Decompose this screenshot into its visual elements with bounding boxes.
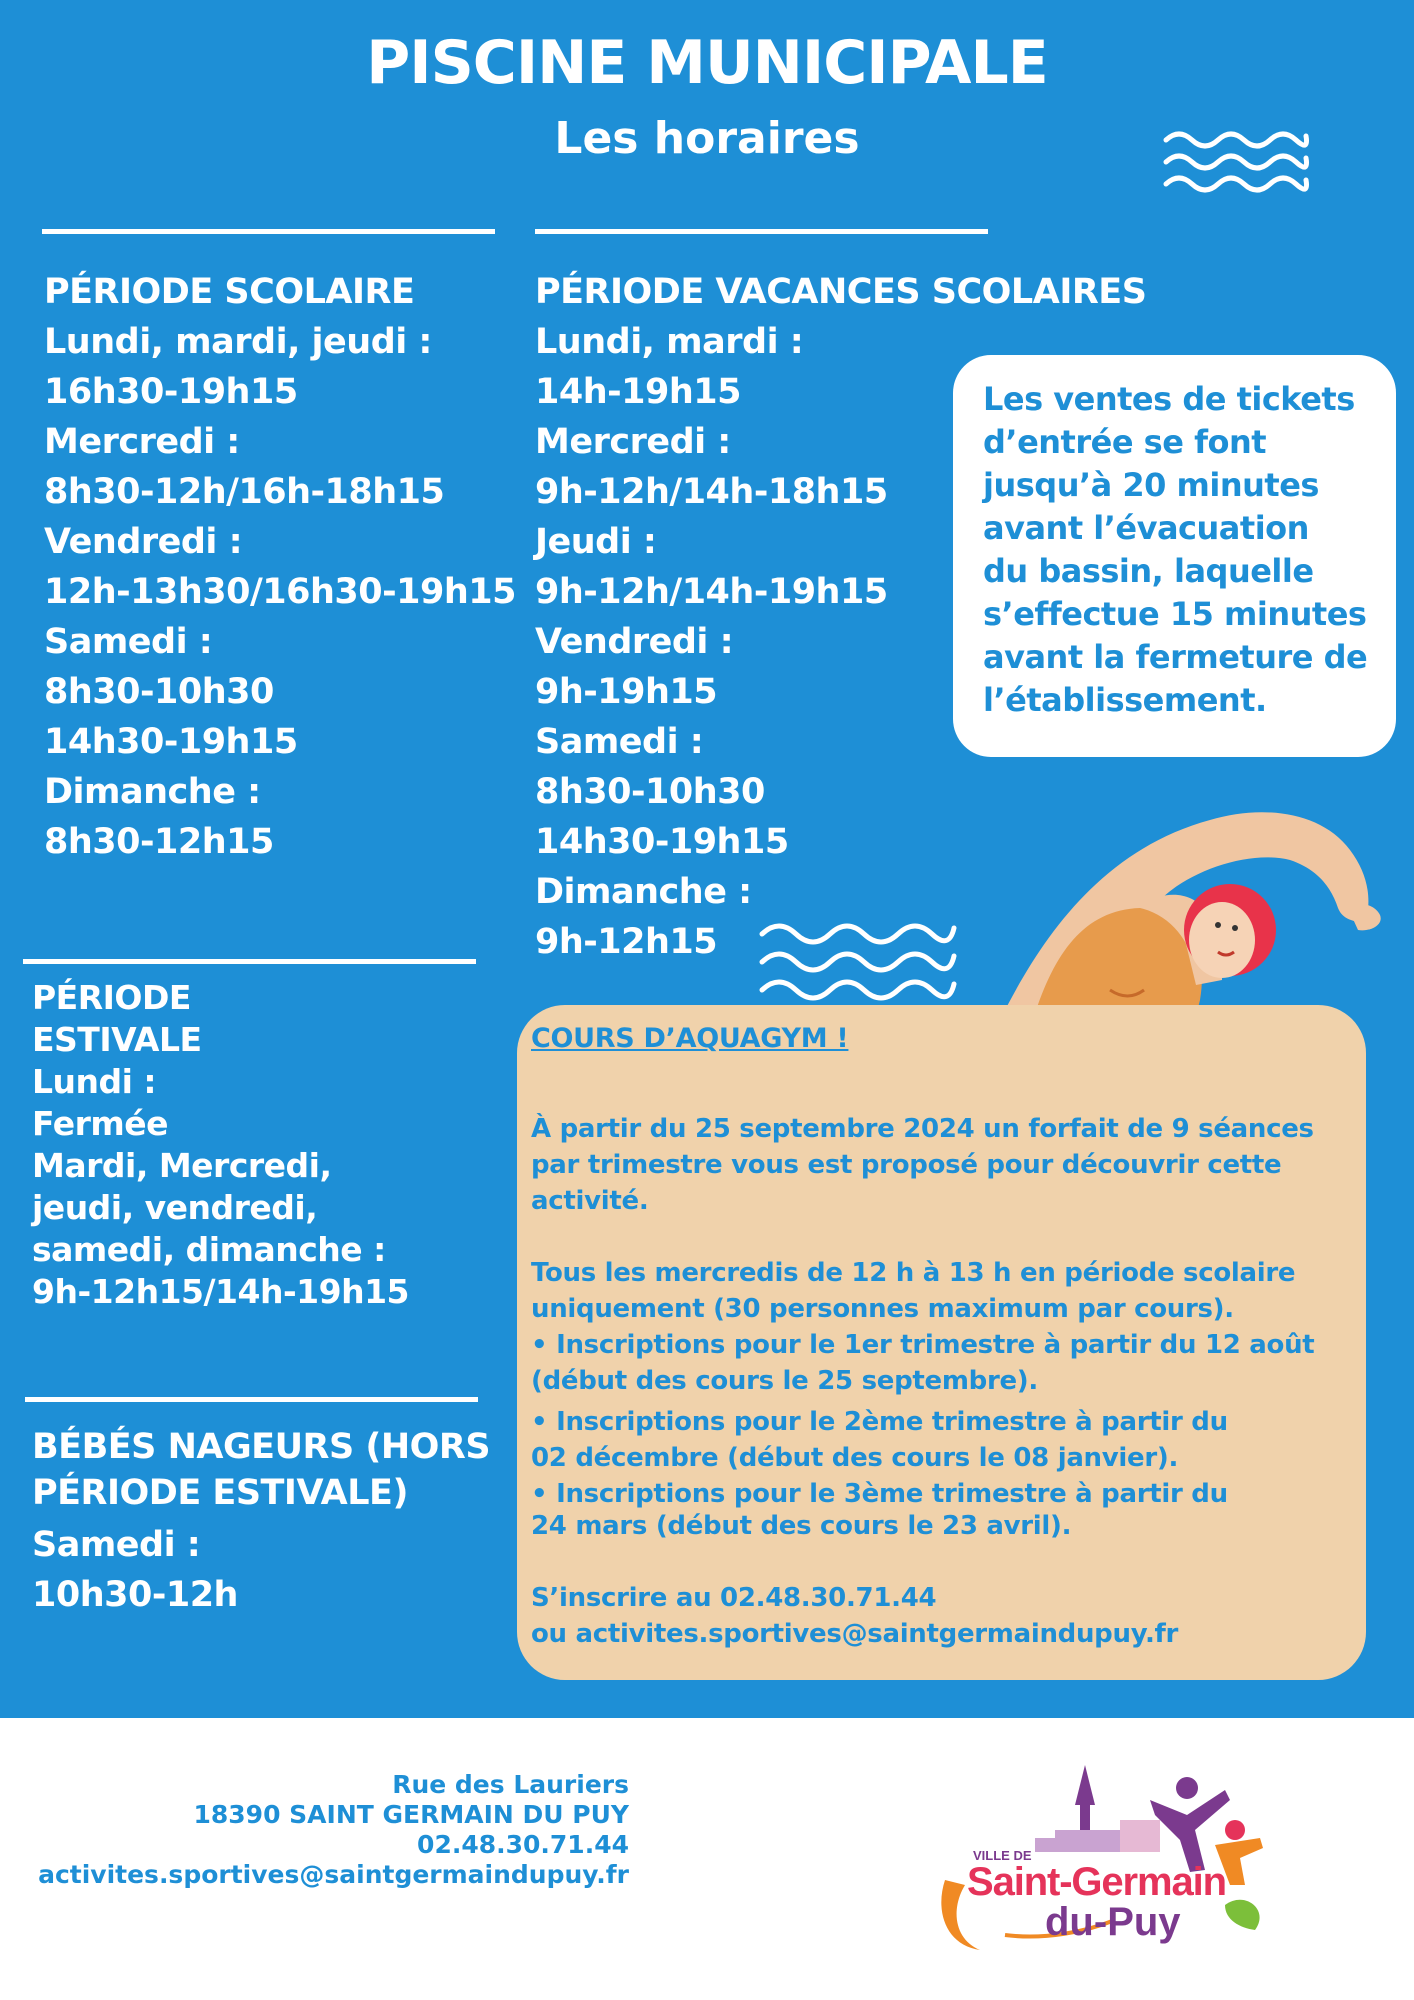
notice-line: Les ventes de tickets [983,380,1355,418]
divider [23,959,476,964]
section-heading: ESTIVALE [32,1020,202,1059]
notice-line: l’établissement. [983,681,1267,719]
schedule-line: Vendredi : [535,622,734,662]
address-email[interactable]: activites.sportives@saintgermaindupuy.fr [38,1860,629,1889]
notice-line: s’effectue 15 minutes [983,595,1367,633]
schedule-line: 8h30-10h30 [44,672,274,712]
schedule-line: Dimanche : [535,872,752,912]
aquagym-heading: COURS D’AQUAGYM ! [531,1023,849,1054]
notice-line: jusqu’à 20 minutes [983,466,1319,504]
notice-line: du bassin, laquelle [983,552,1314,590]
aquagym-text: Tous les mercredis de 12 h à 13 h en période scolaire [531,1258,1296,1288]
address-street: Rue des Lauriers [392,1770,629,1799]
aquagym-text: (début des cours le 25 septembre). [531,1366,1038,1396]
aquagym-contact: ou activites.sportives@saintgermaindupuy.fr [531,1619,1179,1649]
schedule-line: 9h-12h/14h-19h15 [535,572,888,612]
schedule-line: Mercredi : [44,422,240,462]
aquagym-text: • Inscriptions pour le 1er trimestre à partir du 12 août [531,1330,1315,1360]
schedule-line: Mercredi : [535,422,731,462]
section-heading: PÉRIODE VACANCES SCOLAIRES [535,272,1147,312]
address-phone[interactable]: 02.48.30.71.44 [417,1830,629,1859]
logo-line1: Saint-Germain [967,1860,1227,1904]
city-logo [925,1760,1275,1960]
notice-line: avant la fermeture de [983,638,1368,676]
schedule-line: 14h-19h15 [535,372,741,412]
schedule-line: Lundi, mardi, jeudi : [44,322,432,362]
schedule-line: 9h-12h15 [535,922,718,962]
page-subtitle: Les horaires [554,113,860,164]
schedule-line: Fermée [32,1104,169,1143]
aquagym-text: activité. [531,1186,649,1216]
divider [535,229,988,234]
schedule-line: samedi, dimanche : [32,1230,386,1269]
schedule-line: 14h30-19h15 [535,822,789,862]
schedule-line: Samedi : [44,622,213,662]
estivale-section [32,977,409,1313]
aquagym-box [517,1005,1366,1680]
aquagym-text: 24 mars (début des cours le 23 avril). [531,1511,1072,1541]
section-heading: PÉRIODE SCOLAIRE [44,272,415,312]
schedule-line: 8h30-12h15 [44,822,274,862]
schedule-line: Vendredi : [44,522,243,562]
wave-icon [1162,128,1310,194]
divider [42,229,495,234]
schedule-line: Dimanche : [44,772,261,812]
section-heading: PÉRIODE ESTIVALE) [32,1473,408,1513]
page-title: PISCINE MUNICIPALE [366,28,1048,98]
schedule-line: 9h-12h15/14h-19h15 [32,1272,409,1311]
schedule-line: 8h30-12h/16h-18h15 [44,472,445,512]
aquagym-text: • Inscriptions pour le 3ème trimestre à partir du [531,1479,1228,1509]
schedule-line: 10h30-12h [32,1575,238,1615]
schedule-line: Mardi, Mercredi, [32,1146,332,1185]
aquagym-contact: S’inscrire au 02.48.30.71.44 [531,1583,937,1613]
scolaire-section [44,267,516,867]
schedule-line: 8h30-10h30 [535,772,765,812]
section-heading: BÉBÉS NAGEURS (HORS [32,1427,491,1467]
schedule-line: Lundi, mardi : [535,322,804,362]
notice-line: d’entrée se font [983,423,1267,461]
aquagym-text: 02 décembre (début des cours le 08 janvier). [531,1443,1179,1473]
notice-line: avant l’évacuation [983,509,1309,547]
schedule-line: jeudi, vendredi, [32,1188,318,1227]
divider [25,1397,478,1402]
schedule-line: 9h-12h/14h-18h15 [535,472,888,512]
aquagym-text: • Inscriptions pour le 2ème trimestre à partir du [531,1407,1228,1437]
schedule-line: 16h30-19h15 [44,372,298,412]
schedule-line: 9h-19h15 [535,672,718,712]
schedule-line: 14h30-19h15 [44,722,298,762]
logo-small-text: VILLE DE [973,1848,1032,1863]
wave-icon [758,918,958,1008]
schedule-line: Samedi : [535,722,704,762]
schedule-line: Lundi : [32,1062,157,1101]
schedule-line: Samedi : [32,1525,201,1565]
section-heading: PÉRIODE [32,978,191,1017]
logo-line2: du-Puy [1045,1900,1181,1944]
schedule-line: Jeudi : [535,522,657,562]
tickets-notice [953,355,1396,757]
aquagym-text: par trimestre vous est proposé pour découvrir cette [531,1150,1282,1180]
schedule-line: 12h-13h30/16h30-19h15 [44,572,516,612]
bebes-section [32,1424,490,1620]
aquagym-text: À partir du 25 septembre 2024 un forfait de 9 séances [531,1114,1314,1144]
address-city: 18390 SAINT GERMAIN DU PUY [193,1800,629,1829]
aquagym-text: uniquement (30 personnes maximum par cours). [531,1294,1234,1324]
footer-address [38,1770,629,1890]
